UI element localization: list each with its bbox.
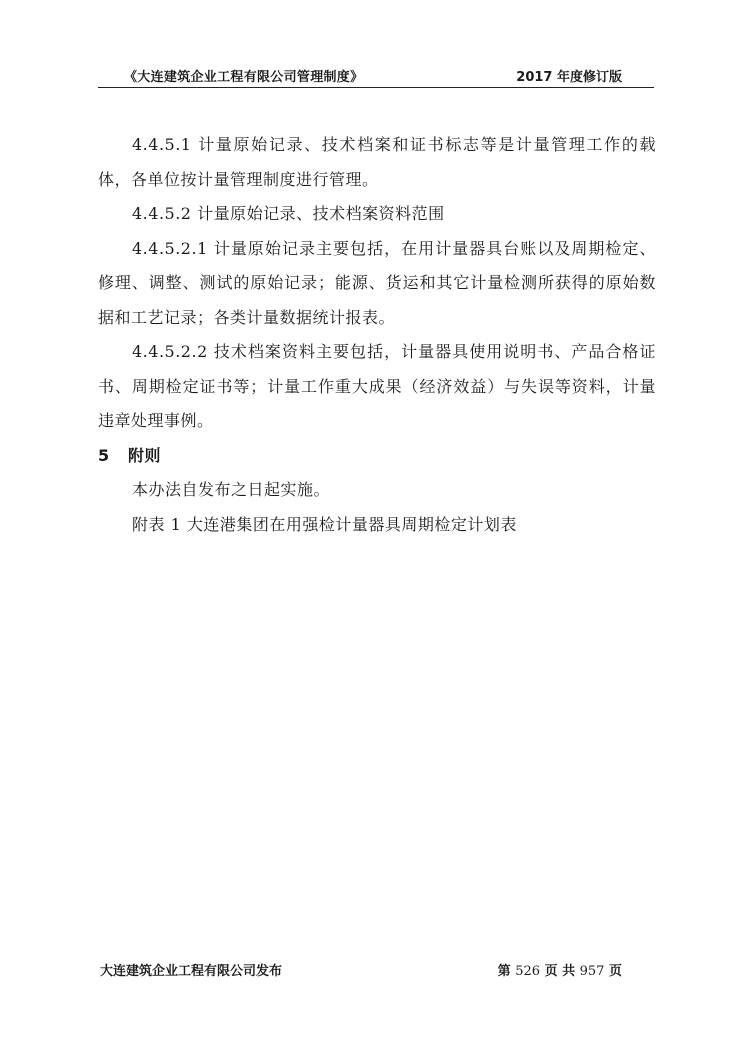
paragraph-4-4-5-2-1: 4.4.5.2.1 计量原始记录主要包括，在用计量器具台账以及周期检定、修理、调整、测试的原始记录；能源、货运和其它计量检测所获得的原始数据和工艺记录；各类计量数据统计报表。	[98, 238, 656, 327]
paragraph-appendix: 附表 1 大连港集团在用强检计量器具周期检定计划表	[132, 514, 517, 534]
page-prefix: 第	[497, 964, 511, 979]
paragraph-effective: 本办法自发布之日起实施。	[132, 480, 331, 499]
document-body	[98, 128, 656, 542]
footer-page-info	[498, 960, 622, 979]
page-mid: 页 共	[544, 964, 576, 979]
header-divider	[98, 87, 654, 88]
section-heading	[98, 439, 656, 474]
paragraph-4-4-5-2: 4.4.5.2 计量原始记录、技术档案资料范围	[132, 204, 445, 223]
page-total: 957	[579, 964, 605, 979]
footer-publisher: 大连建筑企业工程有限公司发布	[100, 964, 283, 979]
page-current: 526	[515, 964, 541, 979]
document-header-edition: 2017 年度修订版	[516, 70, 622, 85]
paragraph-4-4-5-1: 4.4.5.1 计量原始记录、技术档案和证书标志等是计量管理工作的载体，各单位按计量管理制度进行管理。	[98, 135, 656, 189]
paragraph-4-4-5-2-2: 4.4.5.2.2 技术档案资料主要包括，计量器具使用说明书、产品合格证书、周期检定证书等；计量工作重大成果（经济效益）与失误等资料，计量违章处理事例。	[98, 342, 656, 430]
section-title: 附则	[128, 445, 162, 465]
page-suffix: 页	[608, 964, 622, 979]
document-header-title: 《大连建筑企业工程有限公司管理制度》	[124, 70, 364, 85]
section-number: 5	[98, 445, 110, 465]
